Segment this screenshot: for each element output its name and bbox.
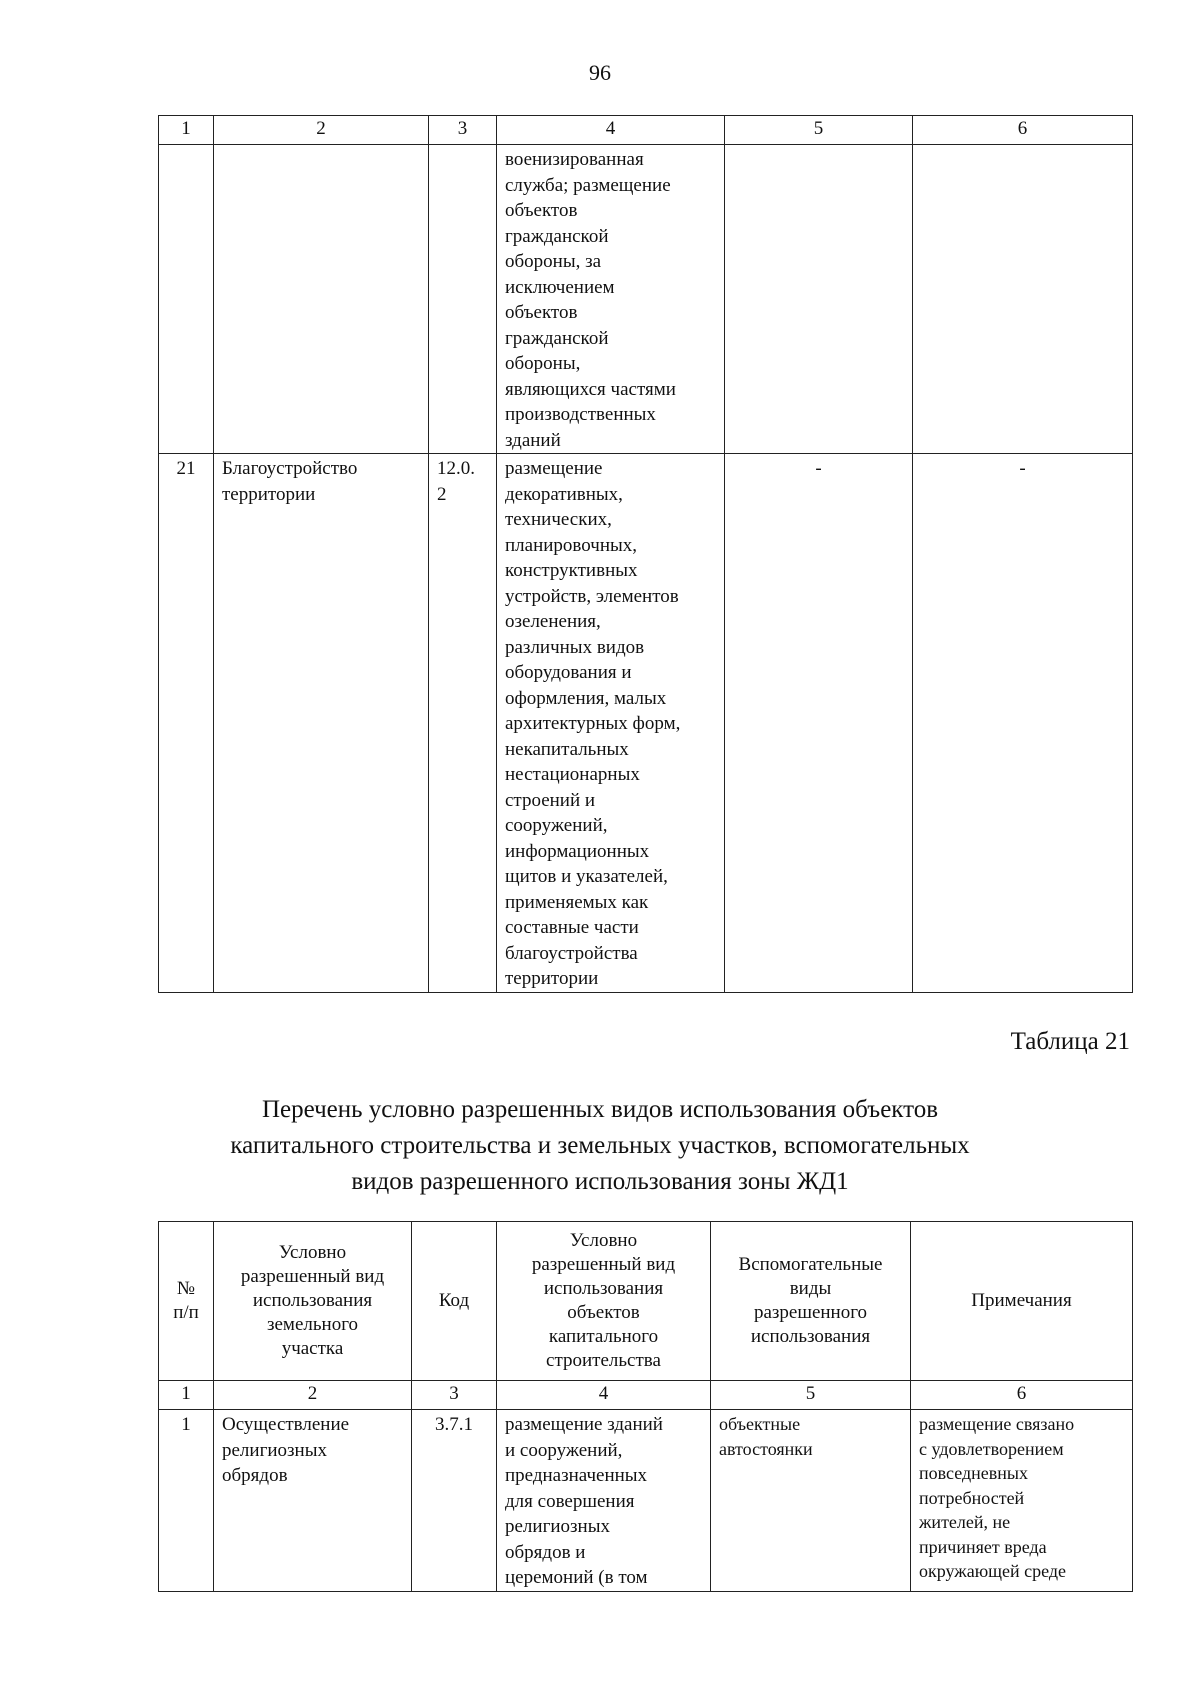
land-use-type: Благоустройство территории	[214, 454, 429, 993]
header-land-use: Условно разрешенный вид использования земельного участка	[214, 1222, 412, 1381]
notes: размещение связано с удовлетворением повседневных потребностей жителей, не причиняет вреда окружающей среде	[911, 1410, 1133, 1592]
header-auxiliary: Вспомогательные виды разрешенного использования	[711, 1222, 911, 1381]
use-description: размещение зданий и сооружений, предназначенных для совершения религиозных обрядов и церемоний (в том	[497, 1410, 711, 1592]
column-number: 4	[497, 116, 725, 145]
table-row	[159, 1410, 1133, 1592]
column-number: 3	[429, 116, 497, 145]
column-number: 5	[711, 1381, 911, 1410]
header-notes: Примечания	[911, 1222, 1133, 1381]
header-capital-use: Условно разрешенный вид использования объектов капитального строительства	[497, 1222, 711, 1381]
column-5-value: -	[725, 454, 913, 993]
row-number: 21	[159, 454, 214, 993]
column-number: 6	[913, 116, 1133, 145]
table-title: Перечень условно разрешенных видов использования объектов капитального строительства и земельных участков, вспомогательных видов разрешенного использования зоны ЖД1	[230, 1096, 970, 1195]
land-use-type: Осуществление религиозных обрядов	[214, 1410, 412, 1592]
column-number: 3	[412, 1381, 497, 1410]
table-label: Таблица 21	[1010, 1028, 1130, 1055]
column-number: 4	[497, 1381, 711, 1410]
column-number: 5	[725, 116, 913, 145]
auxiliary-use: объектные автостоянки	[711, 1410, 911, 1592]
table-row	[159, 145, 1133, 454]
column-6-value	[913, 145, 1133, 454]
column-number-row	[159, 116, 1133, 145]
continuation-table	[158, 115, 1133, 993]
page-number: 96	[589, 60, 611, 85]
zone-use-table	[158, 1221, 1133, 1592]
column-number: 1	[159, 116, 214, 145]
use-description: военизированная служба; размещение объектов гражданской обороны, за исключением объектов гражданской обороны, являющихся частями производственных зданий	[497, 145, 725, 454]
header-code: Код	[412, 1222, 497, 1381]
row-number: 1	[159, 1410, 214, 1592]
column-number: 6	[911, 1381, 1133, 1410]
column-5-value	[725, 145, 913, 454]
land-use-type	[214, 145, 429, 454]
row-number	[159, 145, 214, 454]
use-code	[429, 145, 497, 454]
use-code: 3.7.1	[412, 1410, 497, 1592]
header-number: № п/п	[159, 1222, 214, 1381]
column-number: 2	[214, 1381, 412, 1410]
column-6-value: -	[913, 454, 1133, 993]
column-number-row	[159, 1381, 1133, 1410]
use-code: 12.0. 2	[429, 454, 497, 993]
table-row	[159, 454, 1133, 993]
header-row	[159, 1222, 1133, 1381]
use-description: размещение декоративных, технических, планировочных, конструктивных устройств, элементов озеленения, различных видов оборудования и оформления, малых архитектурных форм, некапитальных нестационарных строений и сооружений, информационных щитов и указателей, применяемых как составные части благоустройства территории	[497, 454, 725, 993]
column-number: 2	[214, 116, 429, 145]
column-number: 1	[159, 1381, 214, 1410]
